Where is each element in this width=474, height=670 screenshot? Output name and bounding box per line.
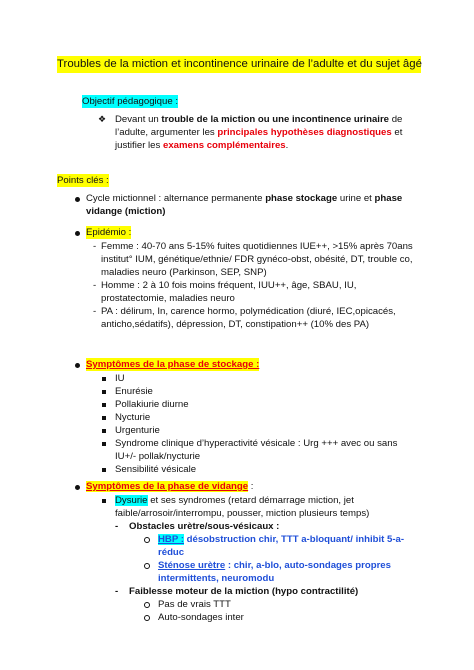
bullet-icon: [75, 231, 80, 236]
vidange-obstacles: Obstacles urètre/sous-vésicaux :: [129, 521, 280, 532]
square-bullet-icon: [102, 468, 106, 472]
square-bullet-icon: [102, 442, 106, 446]
bullet-icon: [75, 485, 80, 490]
stockage-item-pollakiurie: Pollakiurie diurne: [115, 399, 189, 410]
circle-bullet-icon: [144, 602, 150, 608]
square-bullet-icon: [102, 429, 106, 433]
objectif-heading: Objectif pédagogique :: [82, 96, 179, 107]
epidemio-femme-line-2: institut° IUM, génétique/ethnie/ FDR gynéco-obst, obésité, DT, trouble co,: [101, 254, 413, 265]
epidemio-femme-line-3: maladies neuro (Parkinson, SEP, SNP): [101, 267, 267, 278]
objectif-line-1: Devant un trouble de la miction ou une incontinence urinaire de: [115, 114, 403, 125]
stockage-syndrome-line-1: Syndrome clinique d’hyperactivité vésicale : Urg +++ avec ou sans: [115, 438, 398, 449]
circle-bullet-icon: [144, 563, 150, 569]
dash-bullet-icon: -: [93, 306, 97, 317]
square-bullet-icon: [102, 499, 106, 503]
epidemio-femme-line-1: Femme : 40-70 ans 5-15% fuites quotidiennes IUE++, >15% après 70ans: [101, 241, 413, 252]
stockage-item-urgenturie: Urgenturie: [115, 425, 160, 436]
vidange-stenose-line-2: intermittents, neuromodu: [158, 573, 275, 584]
stockage-syndrome-line-2: IU+/- pollak/nycturie: [115, 451, 201, 462]
vidange-sub-item-2: Auto-sondages inter: [158, 612, 244, 623]
dash-bullet-icon: -: [93, 280, 97, 291]
vidange-faiblesse: Faiblesse moteur de la miction (hypo contractilité): [129, 586, 359, 597]
points-cles-heading: Points clés :: [57, 175, 109, 186]
stockage-item-enuresie: Enurésie: [115, 386, 153, 397]
stockage-heading: Symptômes de la phase de stockage :: [86, 359, 260, 370]
cycle-line-1: Cycle mictionnel : alternance permanente phase stockage urine et phase: [86, 193, 403, 204]
vidange-dysurie-line-1: Dysurie et ses syndromes (retard démarrage miction, jet: [115, 495, 354, 506]
epidemio-heading: Epidémio :: [86, 227, 132, 238]
bullet-icon: [75, 197, 80, 202]
vidange-heading: Symptômes de la phase de vidange :: [86, 481, 254, 492]
vidange-stenose-line-1: Sténose urètre : chir, a-blo, auto-sondages propres: [158, 560, 391, 571]
stockage-item-nycturie: Nycturie: [115, 412, 151, 423]
objectif-line-2: l’adulte, argumenter les principales hypothèses diagnostiques et: [115, 127, 403, 138]
epidemio-homme-line-2: prostatectomie, maladies neuro: [101, 293, 235, 304]
square-bullet-icon: [102, 403, 106, 407]
vidange-dysurie-line-2: faible/arrosoir/interrompu, pousser, miction plusieurs temps): [115, 508, 370, 519]
epidemio-homme-line-1: Homme : 2 à 10 fois moins fréquent, IUU++, âge, SBAU, IU,: [101, 280, 357, 291]
stockage-item-iu: IU: [115, 373, 125, 384]
document-title: Troubles de la miction et incontinence urinaire de l’adulte et du sujet âgé: [57, 56, 421, 73]
dash-bullet-icon: -: [115, 521, 119, 532]
square-bullet-icon: [102, 377, 106, 381]
epidemio-pa-line-1: PA : délirum, In, carence hormo, polymédication (diuré, IEC,opicacés,: [101, 306, 396, 317]
checkmark-bullet-icon: ❖: [98, 114, 107, 124]
circle-bullet-icon: [144, 615, 150, 621]
square-bullet-icon: [102, 416, 106, 420]
vidange-hbp-line-1: HBP : désobstruction chir, TTT a-bloquant/ inhibit 5-a-: [158, 534, 405, 545]
epidemio-pa-line-2: anticho,sédatifs), dépression, DT, constipation++ (10% des PA): [101, 319, 370, 330]
cycle-line-2: vidange (miction): [86, 206, 166, 217]
dash-bullet-icon: -: [115, 586, 119, 597]
square-bullet-icon: [102, 390, 106, 394]
vidange-sub-item-1: Pas de vrais TTT: [158, 599, 231, 610]
dash-bullet-icon: -: [93, 241, 97, 252]
bullet-icon: [75, 363, 80, 368]
objectif-line-3: justifier les examens complémentaires.: [115, 140, 289, 151]
stockage-item-sensibilite: Sensibilité vésicale: [115, 464, 197, 475]
vidange-hbp-line-2: réduc: [158, 547, 185, 558]
circle-bullet-icon: [144, 537, 150, 543]
